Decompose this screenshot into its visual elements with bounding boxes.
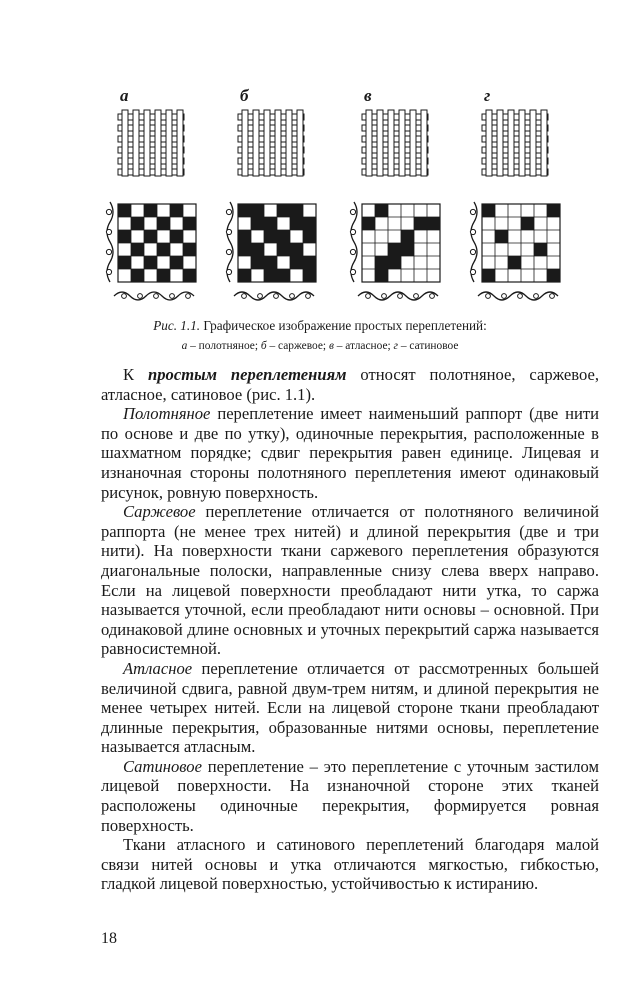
filled-cell	[251, 217, 264, 230]
warp-thread	[177, 110, 183, 176]
thread-section	[122, 294, 127, 299]
warp-thread	[377, 110, 383, 176]
warp-thread	[508, 110, 514, 176]
thread-section	[350, 249, 355, 254]
filled-cell	[238, 230, 251, 243]
page-number: 18	[101, 930, 117, 947]
weave-figure	[100, 86, 580, 306]
filled-cell	[303, 269, 316, 282]
filled-cell	[157, 269, 170, 282]
filled-cell	[183, 217, 196, 230]
figure-caption-legend	[60, 337, 580, 355]
filled-cell	[144, 230, 157, 243]
warp-thread	[286, 110, 292, 176]
warp-thread	[410, 110, 416, 176]
filled-cell	[264, 256, 277, 269]
filled-cell	[547, 204, 560, 217]
thread-section	[106, 209, 111, 214]
thread-section	[154, 294, 159, 299]
filled-cell	[238, 204, 251, 217]
warp-thread	[541, 110, 547, 176]
thread-section	[274, 294, 279, 299]
filled-cell	[264, 230, 277, 243]
filled-cell	[170, 230, 183, 243]
thread-section	[106, 229, 111, 234]
thread-section	[414, 294, 419, 299]
panel-letter-g: г	[484, 86, 491, 105]
thread-section	[350, 229, 355, 234]
paragraph-5	[101, 757, 599, 835]
filled-cell	[290, 204, 303, 217]
filled-cell	[277, 204, 290, 217]
p2-text: переплетение имеет наименьший раппорт (две нити по основе и две по утку), одиночные перекрытия, расположенные в шахматном порядке; сдвиг перекрытия равен единице. Лицевая и изнаночная стороны полотняного переплетения имеют одинаковый рисунок, ровную поверхность.	[101, 404, 599, 502]
thread-section	[398, 294, 403, 299]
warp-thread	[530, 110, 536, 176]
panel-letter-a: а	[120, 86, 129, 105]
filled-cell	[482, 204, 495, 217]
panel-letter-v: в	[364, 86, 372, 105]
warp-thread	[519, 110, 525, 176]
filled-cell	[118, 256, 131, 269]
thread-section	[242, 294, 247, 299]
warp-thread	[388, 110, 394, 176]
p4-text: переплетение отличается от рассмотренных большей величиной сдвига, равной двум-трем нитям, и длиной перекрытия не менее четырех нитей. Если на лицевой стороне ткани преобладают длинные перекрытия, образованные нитями основы, переплетение называется атласным.	[101, 658, 599, 757]
p3-text: переплетение отличается от полотняного величиной раппорта (не менее трех нитей) и длиной перекрытия (две и три нити). На поверхности ткани саржевого переплетения образуются диагональные полоски, направленные снизу слева вверх направо. Если на лицевой поверхности преобладают нити утка, то саржа называется уточной, если преобладают нити основы – основной. При одинаковой длине основных и уточных перекрытий саржа называется равносистемной.	[101, 502, 599, 659]
filled-cell	[388, 243, 401, 256]
filled-cell	[183, 269, 196, 282]
body-text	[101, 365, 599, 894]
thread-section	[186, 294, 191, 299]
thread-section	[290, 294, 295, 299]
warp-thread	[399, 110, 405, 176]
figure-caption-title	[60, 317, 580, 335]
filled-cell	[375, 204, 388, 217]
warp-thread	[264, 110, 270, 176]
thread-section	[550, 294, 555, 299]
thread-section	[350, 209, 355, 214]
filled-cell	[482, 269, 495, 282]
term-plain: Полотняное	[123, 404, 211, 424]
filled-cell	[238, 243, 251, 256]
p5-text: переплетение – это переплетение с уточным застилом лицевой поверхности. На изнаночной стороне этих тканей расположены одиночные перекрытия, формируется ровная поверхность.	[101, 756, 599, 835]
filled-cell	[375, 256, 388, 269]
filled-cell	[375, 269, 388, 282]
filled-cell	[401, 243, 414, 256]
filled-cell	[521, 217, 534, 230]
p6-text: Ткани атласного и сатинового переплетений благодаря малой связи нитей основы и утка отличаются мягкостью, гибкостью, гладкой лицевой поверхностью, устойчивостью к истиранию.	[101, 835, 599, 894]
thread-section	[430, 294, 435, 299]
filled-cell	[183, 243, 196, 256]
filled-cell	[144, 204, 157, 217]
filled-cell	[414, 217, 427, 230]
legend-dash: –	[333, 340, 346, 352]
thread-section	[306, 294, 311, 299]
thread-section	[350, 269, 355, 274]
warp-thread	[122, 110, 128, 176]
thread-section	[106, 249, 111, 254]
warp-thread	[366, 110, 372, 176]
caption-label: Рис. 1.1.	[153, 318, 201, 333]
paragraph-6	[101, 835, 599, 894]
warp-thread	[297, 110, 303, 176]
thread-section	[470, 269, 475, 274]
thread-section	[470, 209, 475, 214]
thread-section	[518, 294, 523, 299]
caption-title: Графическое изображение простых переплетений:	[203, 318, 487, 333]
legend-key-a: а	[181, 340, 188, 352]
filled-cell	[118, 204, 131, 217]
thread-section	[170, 294, 175, 299]
thread-section	[502, 294, 507, 299]
term-sateen: Сатиновое	[123, 756, 202, 776]
warp-thread	[275, 110, 281, 176]
term-simple-weaves: простым переплетениям	[148, 365, 347, 384]
filled-cell	[534, 243, 547, 256]
filled-cell	[131, 269, 144, 282]
legend-text-a: полотняное;	[198, 340, 259, 352]
warp-thread	[166, 110, 172, 176]
filled-cell	[157, 243, 170, 256]
filled-cell	[251, 256, 264, 269]
filled-cell	[251, 243, 264, 256]
legend-dash: –	[266, 340, 278, 352]
thread-section	[226, 249, 231, 254]
legend-text-v: атласное;	[345, 340, 391, 352]
thread-section	[106, 269, 111, 274]
filled-cell	[547, 269, 560, 282]
warp-thread	[133, 110, 139, 176]
term-twill: Саржевое	[123, 502, 196, 522]
filled-cell	[427, 217, 440, 230]
warp-thread	[497, 110, 503, 176]
filled-cell	[238, 269, 251, 282]
thread-section	[226, 209, 231, 214]
filled-cell	[251, 204, 264, 217]
filled-cell	[303, 230, 316, 243]
filled-cell	[495, 230, 508, 243]
filled-cell	[277, 230, 290, 243]
legend-dash: –	[398, 340, 410, 352]
thread-section	[226, 269, 231, 274]
legend-key-g: г	[393, 340, 398, 352]
thread-section	[486, 294, 491, 299]
filled-cell	[170, 256, 183, 269]
filled-cell	[170, 204, 183, 217]
warp-thread	[144, 110, 150, 176]
filled-cell	[157, 217, 170, 230]
paragraph-4	[101, 659, 599, 757]
warp-thread	[486, 110, 492, 176]
thread-section	[382, 294, 387, 299]
thread-section	[470, 229, 475, 234]
filled-cell	[277, 269, 290, 282]
warp-thread	[155, 110, 161, 176]
p1-lead: К	[123, 365, 149, 384]
filled-cell	[362, 217, 375, 230]
legend-text-g: сатиновое	[409, 340, 459, 352]
warp-thread	[242, 110, 248, 176]
filled-cell	[290, 256, 303, 269]
term-satin: Атласное	[123, 658, 193, 678]
p1-rest: относят полотняное, саржевое, атласное, сатиновое (рис. 1.1).	[101, 365, 600, 404]
filled-cell	[131, 217, 144, 230]
filled-cell	[303, 256, 316, 269]
filled-cell	[290, 217, 303, 230]
warp-thread	[253, 110, 259, 176]
paragraph-1	[101, 365, 599, 404]
legend-text-b: саржевое;	[278, 340, 327, 352]
weave-diagrams	[100, 86, 580, 306]
filled-cell	[264, 217, 277, 230]
filled-cell	[131, 243, 144, 256]
thread-section	[470, 249, 475, 254]
filled-cell	[290, 243, 303, 256]
thread-section	[258, 294, 263, 299]
panel-letter-b: б	[240, 86, 249, 105]
paragraph-2	[101, 404, 599, 502]
paragraph-3	[101, 502, 599, 659]
warp-thread	[421, 110, 427, 176]
filled-cell	[388, 256, 401, 269]
legend-key-b: б	[260, 340, 267, 352]
filled-cell	[277, 243, 290, 256]
filled-cell	[508, 256, 521, 269]
legend-dash: –	[187, 340, 199, 352]
thread-section	[138, 294, 143, 299]
filled-cell	[303, 217, 316, 230]
filled-cell	[144, 256, 157, 269]
filled-cell	[401, 230, 414, 243]
legend-key-v: в	[328, 340, 334, 352]
thread-section	[226, 229, 231, 234]
filled-cell	[118, 230, 131, 243]
filled-cell	[264, 269, 277, 282]
thread-section	[366, 294, 371, 299]
thread-section	[534, 294, 539, 299]
